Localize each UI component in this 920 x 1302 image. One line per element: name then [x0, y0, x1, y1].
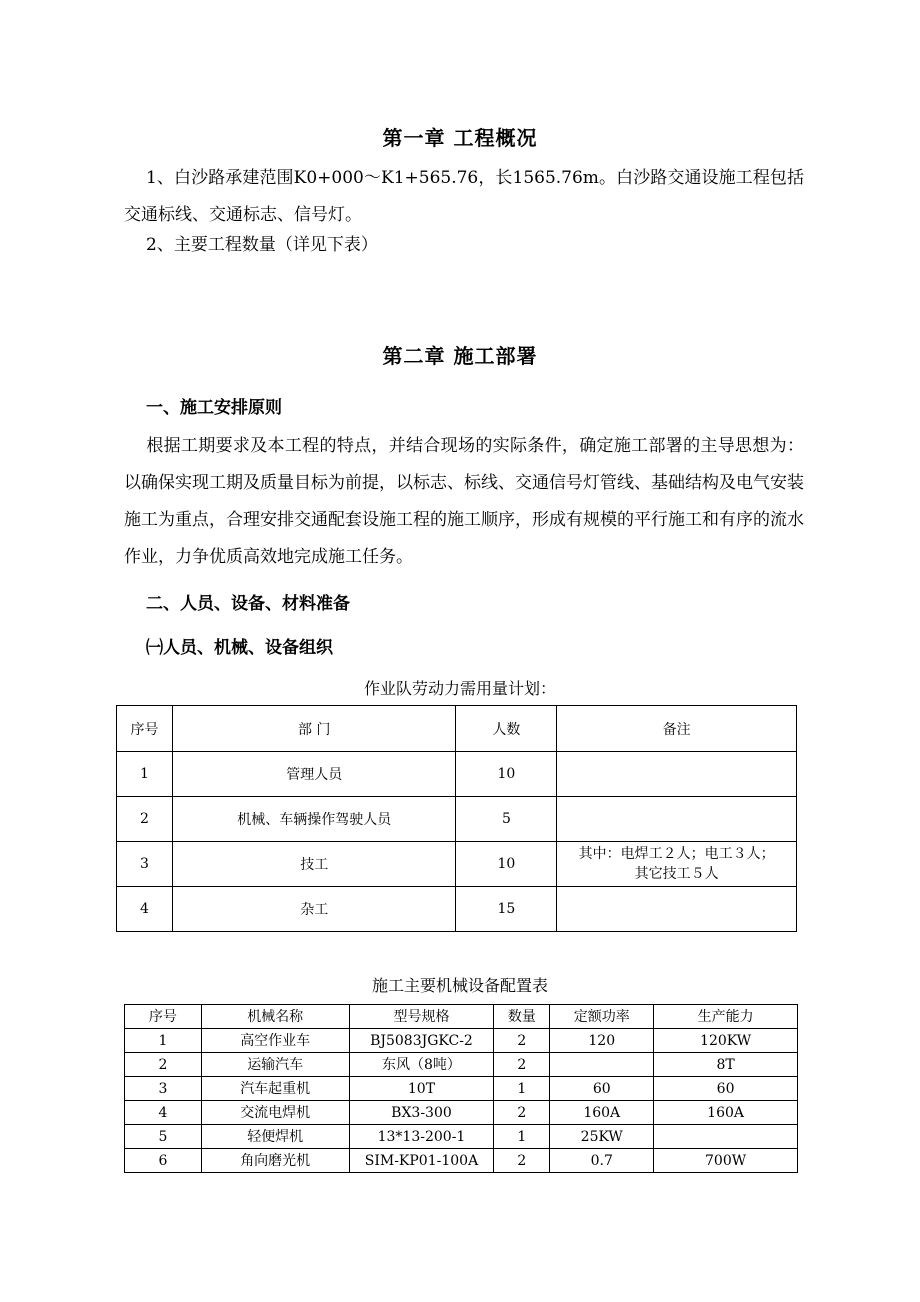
labor-header-note: 备注 [557, 706, 797, 752]
equip-cell-qty: 1 [494, 1077, 550, 1101]
labor-cell-dept: 机械、车辆操作驾驶人员 [172, 797, 456, 842]
labor-cell-note [557, 797, 797, 842]
equip-cell-power [550, 1053, 654, 1077]
table-row [125, 1101, 798, 1125]
labor-cell-count: 5 [456, 797, 557, 842]
equip-header-name: 机械名称 [201, 1005, 349, 1029]
labor-table [116, 705, 797, 932]
equip-cell-no: 5 [125, 1125, 202, 1149]
chapter1-title: 第一章 工程概况 [382, 126, 538, 150]
equip-cell-no: 6 [125, 1149, 202, 1173]
equip-cell-model: BJ5083JGKC-2 [349, 1029, 494, 1053]
section2-subheading: ㈠人员、机械、设备组织 [146, 638, 333, 658]
labor-cell-note [557, 887, 797, 932]
equipment-table-caption: 施工主要机械设备配置表 [371, 976, 548, 995]
labor-cell-count: 10 [456, 752, 557, 797]
equip-cell-qty: 2 [494, 1101, 550, 1125]
labor-cell-dept: 管理人员 [172, 752, 456, 797]
labor-table-caption: 作业队劳动力需用量计划： [363, 679, 556, 698]
labor-cell-no: 3 [117, 842, 173, 887]
chapter1-para1 [124, 160, 804, 234]
equip-cell-name: 运输汽车 [201, 1053, 349, 1077]
section1-heading: 一、施工安排原则 [146, 398, 282, 418]
labor-cell-note [557, 752, 797, 797]
labor-note-line1: 其中：电焊工２人；电工３人； [578, 846, 775, 862]
equip-cell-name: 轻便焊机 [201, 1125, 349, 1149]
equip-header-model: 型号规格 [349, 1005, 494, 1029]
labor-header-row [117, 706, 797, 752]
table-row [117, 887, 797, 932]
table-row [125, 1125, 798, 1149]
labor-header-count: 人数 [456, 706, 557, 752]
equip-cell-model: 东风（8吨） [349, 1053, 494, 1077]
labor-cell-count: 10 [456, 842, 557, 887]
equip-cell-power: 160A [550, 1101, 654, 1125]
labor-cell-note [557, 842, 797, 887]
equip-cell-model: 13*13-200-1 [349, 1125, 494, 1149]
equip-cell-power: 120 [550, 1029, 654, 1053]
labor-cell-no: 2 [117, 797, 173, 842]
equip-cell-power: 60 [550, 1077, 654, 1101]
equip-cell-name: 角向磨光机 [201, 1149, 349, 1173]
table-row [125, 1029, 798, 1053]
equip-cell-model: BX3-300 [349, 1101, 494, 1125]
equip-cell-name: 高空作业车 [201, 1029, 349, 1053]
equipment-table [124, 1004, 798, 1173]
equip-cell-qty: 2 [494, 1029, 550, 1053]
labor-cell-no: 4 [117, 887, 173, 932]
equip-cell-no: 1 [125, 1029, 202, 1053]
equip-cell-capacity: 8T [654, 1053, 798, 1077]
equip-cell-power: 25KW [550, 1125, 654, 1149]
equip-cell-no: 3 [125, 1077, 202, 1101]
equip-cell-qty: 2 [494, 1053, 550, 1077]
equip-cell-qty: 1 [494, 1125, 550, 1149]
labor-note-line2: 其它技工５人 [634, 866, 719, 882]
table-row [125, 1149, 798, 1173]
equip-header-row [125, 1005, 798, 1029]
section1-body [124, 428, 804, 576]
labor-cell-count: 15 [456, 887, 557, 932]
chapter1-para1-text: 1、白沙路承建范围K0+000～K1+565.76，长1565.76m。白沙路交通设施工程包括交通标线、交通标志、信号灯。 [124, 168, 804, 225]
equip-cell-name: 汽车起重机 [201, 1077, 349, 1101]
equip-cell-power: 0.7 [550, 1149, 654, 1173]
equip-cell-no: 4 [125, 1101, 202, 1125]
labor-cell-dept: 技工 [172, 842, 456, 887]
chapter1-para2 [124, 227, 804, 264]
table-row [125, 1077, 798, 1101]
equip-header-qty: 数量 [494, 1005, 550, 1029]
chapter1-para2-text: 2、主要工程数量（详见下表） [146, 235, 378, 255]
table-row [125, 1053, 798, 1077]
equip-cell-model: 10T [349, 1077, 494, 1101]
table-row [117, 842, 797, 887]
equip-cell-capacity: 60 [654, 1077, 798, 1101]
equip-cell-capacity: 700W [654, 1149, 798, 1173]
equip-cell-capacity: 120KW [654, 1029, 798, 1053]
section1-body-text: 根据工期要求及本工程的特点，并结合现场的实际条件，确定施工部署的主导思想为：以确保实现工期及质量目标为前提，以标志、标线、交通信号灯管线、基础结构及电气安装施工为重点，合理安排交通配套设施工程的施工顺序，形成有规模的平行施工和有序的流水作业，力争优质高效地完成施工任务。 [124, 436, 804, 567]
equip-cell-no: 2 [125, 1053, 202, 1077]
equip-header-capacity: 生产能力 [654, 1005, 798, 1029]
equip-header-power: 定额功率 [550, 1005, 654, 1029]
table-row [117, 797, 797, 842]
equip-cell-name: 交流电焊机 [201, 1101, 349, 1125]
labor-cell-no: 1 [117, 752, 173, 797]
equip-cell-capacity: 160A [654, 1101, 798, 1125]
chapter2-title: 第二章 施工部署 [382, 344, 538, 368]
labor-cell-dept: 杂工 [172, 887, 456, 932]
equip-cell-qty: 2 [494, 1149, 550, 1173]
labor-header-no: 序号 [117, 706, 173, 752]
equip-cell-capacity [654, 1125, 798, 1149]
equip-header-no: 序号 [125, 1005, 202, 1029]
section2-heading: 二、人员、设备、材料准备 [146, 594, 350, 614]
equip-cell-model: SIM-KP01-100A [349, 1149, 494, 1173]
labor-header-dept: 部 门 [172, 706, 456, 752]
table-row [117, 752, 797, 797]
